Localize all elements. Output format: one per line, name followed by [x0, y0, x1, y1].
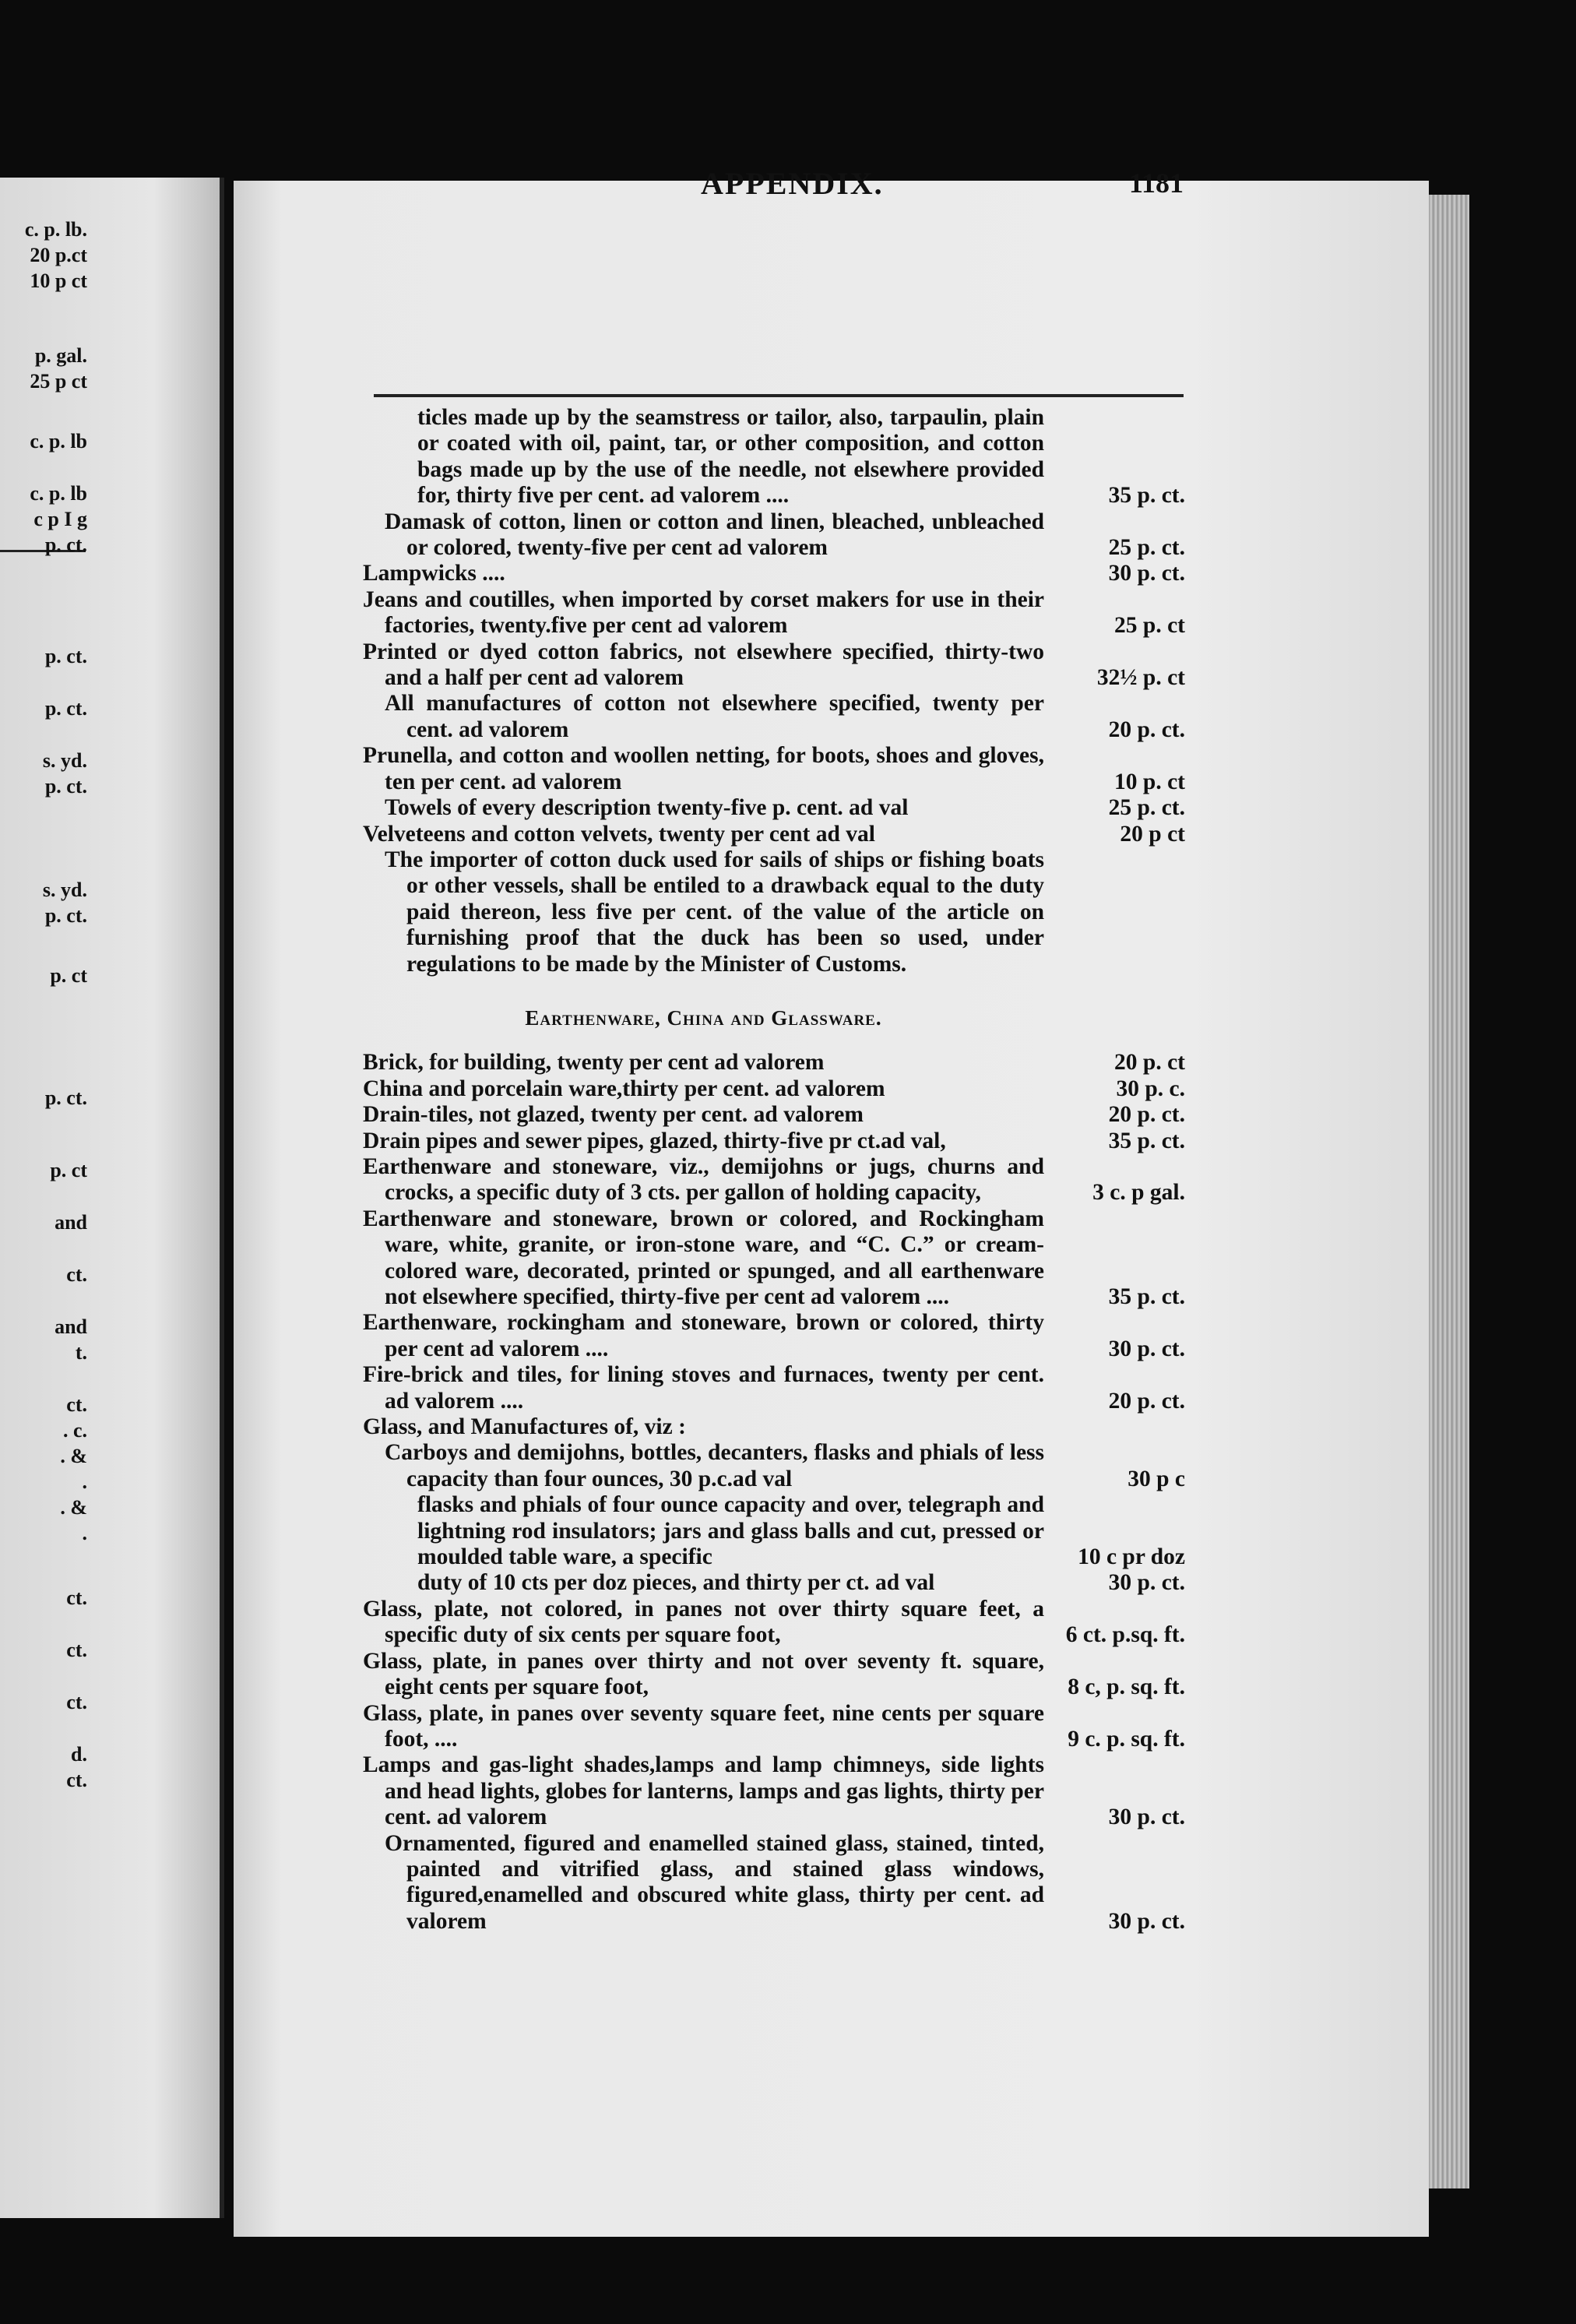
- entry-text: Glass, plate, not colored, in panes not over thirty square feet, a specific duty of six cents per square foot,: [363, 1596, 1044, 1648]
- tariff-entry: [363, 1076, 1188, 1102]
- entries-cotton: [363, 405, 1188, 977]
- entry-text: Drain-tiles, not glazed, twenty per cent. ad valorem: [363, 1102, 864, 1128]
- entry-text: All manufactures of cotton not elsewhere specified, twenty per cent. ad valorem: [385, 691, 1044, 742]
- left-page-fragment: t.: [75, 1341, 87, 1364]
- tariff-entry: [363, 1362, 1188, 1414]
- tariff-entry: [363, 822, 1188, 847]
- tariff-entry: [363, 1414, 1188, 1440]
- tariff-entry: [363, 743, 1188, 795]
- left-page-fragment: s. yd.: [42, 879, 87, 901]
- entry-text: Prunella, and cotton and woollen netting, for boots, shoes and gloves, ten per cent. ad valorem: [363, 743, 1044, 794]
- left-page-fragment: p. ct.: [44, 697, 87, 720]
- entry-text: Drain pipes and sewer pipes, glazed, thirty-five pr ct.ad val,: [363, 1128, 946, 1153]
- entry-rate: 30 p. ct.: [1108, 1908, 1185, 1934]
- entry-text: duty of 10 cts per doz pieces, and thirty per ct. ad val: [417, 1570, 935, 1596]
- entry-rate: 20 p. ct.: [1108, 1388, 1185, 1414]
- tariff-entry: [363, 1154, 1188, 1206]
- tariff-entry: [363, 847, 1188, 977]
- tariff-entry: [363, 1440, 1188, 1492]
- left-page-fragment: p. ct.: [44, 533, 87, 556]
- entry-rate: 30 p. ct.: [1108, 1336, 1185, 1361]
- left-page-fragment: 10 p ct: [30, 269, 87, 292]
- entry-text: flasks and phials of four ounce capacity and over, telegraph and lightning rod insulators; jars and glass balls and cut, pressed or moulded table ware, a specific: [417, 1492, 1044, 1570]
- entry-rate: 32½ p. ct: [1096, 665, 1185, 691]
- entry-rate: 20 p. ct.: [1108, 1102, 1185, 1128]
- left-page-fragment: p. ct: [50, 964, 87, 987]
- tariff-entry: [363, 561, 1188, 586]
- entry-rate: 6 ct. p.sq. ft.: [1065, 1622, 1185, 1648]
- entry-rate: 3 c. p gal.: [1092, 1180, 1185, 1206]
- entry-text: ticles made up by the seamstress or tailor, also, tarpaulin, plain or coated with oil, paint, tar, or other composition, and cotton bags made up by the use of the needle, not elsewhere provided for, thirty five per cent. ad valorem ....: [417, 405, 1044, 509]
- entry-rate: 30 p. ct.: [1108, 561, 1185, 586]
- entry-text: Velveteens and cotton velvets, twenty per cent ad val: [363, 821, 875, 847]
- tariff-entry: [363, 639, 1188, 692]
- entry-text: Carboys and demijohns, bottles, decanters, flasks and phials of less capacity than four ounces, 30 p.c.ad val: [385, 1440, 1044, 1491]
- left-page-fragment: ct.: [66, 1691, 87, 1713]
- entry-text: Glass, plate, in panes over seventy square feet, nine cents per square foot, ....: [363, 1700, 1044, 1752]
- entry-text: Brick, for building, twenty per cent ad valorem: [363, 1050, 825, 1076]
- left-page-fragment: c. p. lb: [30, 430, 87, 452]
- tariff-entry: [363, 1050, 1188, 1076]
- left-page-fragment: p. ct.: [44, 1086, 87, 1109]
- left-page-fragment: c. p. lb: [30, 482, 87, 505]
- entry-text: Towels of every description twenty-five p. cent. ad val: [385, 795, 909, 821]
- entry-rate: 30 p c: [1127, 1466, 1185, 1491]
- left-page-fragment: c. p. lb.: [24, 218, 87, 241]
- tariff-entry: [363, 1129, 1188, 1154]
- tariff-entry: [363, 691, 1188, 743]
- tariff-entry: [363, 1570, 1188, 1596]
- tariff-entry: [363, 1597, 1188, 1649]
- left-page-fragment: and: [55, 1315, 87, 1338]
- entry-text: Lamps and gas-light shades,lamps and lamp chimneys, side lights and head lights, globes for lanterns, lamps and gas lights, thirty per cent. ad valorem: [363, 1752, 1044, 1830]
- entry-rate: 25 p. ct: [1114, 613, 1185, 639]
- tariff-entry: [363, 405, 1188, 509]
- left-page-fragment: . c.: [62, 1419, 87, 1442]
- left-page-fragment: p. ct.: [44, 904, 87, 927]
- left-page-fragment: p. ct: [50, 1159, 87, 1181]
- entry-rate: 35 p. ct.: [1108, 1128, 1185, 1153]
- entry-rate: 35 p. ct.: [1108, 483, 1185, 509]
- entry-rate: 20 p. ct.: [1108, 717, 1185, 742]
- left-page-fragment: p. ct.: [44, 775, 87, 798]
- entry-text: Lampwicks ....: [363, 561, 505, 586]
- entry-text: Printed or dyed cotton fabrics, not elsewhere specified, thirty-two and a half per cent ad valorem: [363, 639, 1044, 691]
- entry-rate: 30 p. ct.: [1108, 1805, 1185, 1830]
- entry-text: Ornamented, figured and enamelled stained glass, stained, tinted, painted and vitrified glass, and stained glass windows, figured,enamelled and obscured white glass, thirty per cent. ad valorem: [385, 1830, 1044, 1934]
- entry-text: Earthenware, rockingham and stoneware, brown or colored, thirty per cent ad valorem ....: [363, 1310, 1044, 1361]
- left-page-fragment: p. gal.: [34, 344, 87, 367]
- tariff-entry: [363, 509, 1188, 562]
- left-page-fragment: p. ct.: [44, 645, 87, 667]
- left-page-fragment: 25 p ct: [30, 370, 87, 393]
- tariff-entry: [363, 1649, 1188, 1701]
- entry-rate: 25 p. ct.: [1108, 535, 1185, 561]
- left-page-fragment: ct.: [66, 1263, 87, 1286]
- tariff-entry: [363, 1752, 1188, 1830]
- entry-rate: 8 c, p. sq. ft.: [1068, 1674, 1185, 1700]
- page-header: [374, 150, 1184, 204]
- tariff-entry: [363, 587, 1188, 639]
- entry-rate: 25 p. ct.: [1108, 795, 1185, 821]
- tariff-entry: [363, 1701, 1188, 1753]
- left-page-fragment: and: [55, 1211, 87, 1234]
- entry-rate: 10 p. ct: [1114, 769, 1185, 794]
- entry-rate: 30 p. ct.: [1108, 1570, 1185, 1596]
- page-number: 1181: [1128, 167, 1184, 199]
- tariff-entry: [363, 1831, 1188, 1935]
- entry-rate: 30 p. c.: [1116, 1076, 1185, 1101]
- page-title: APPENDIX.: [701, 166, 884, 201]
- left-page-fragment: 20 p.ct: [30, 244, 87, 266]
- left-page-fragment: .: [82, 1470, 87, 1493]
- left-page-fragment: d.: [71, 1743, 87, 1766]
- entry-rate: 20 p ct: [1120, 821, 1185, 847]
- left-page-fragment: . &: [60, 1445, 87, 1467]
- tariff-entry: [363, 795, 1188, 821]
- tariff-entry: [363, 1492, 1188, 1570]
- left-page-fragment: ct.: [66, 1586, 87, 1609]
- left-page-fragment: ct.: [66, 1769, 87, 1791]
- entries-earthenware: [363, 1050, 1188, 1935]
- entry-text: The importer of cotton duck used for sails of ships or fishing boats or other vessels, shall be entiled to a drawback equal to the duty paid thereon, less five per cent. of the value of the article on furnishing proof that the duck has been so used, under regulations to be made by the Minister of Customs.: [385, 847, 1044, 977]
- section-heading: Earthenware, China and Glassware.: [525, 1005, 882, 1030]
- page-edge: [1429, 195, 1469, 2188]
- tariff-entry: [363, 1102, 1188, 1128]
- entry-text: Glass, plate, in panes over thirty and not over seventy ft. square, eight cents per square foot,: [363, 1648, 1044, 1700]
- entry-text: Earthenware and stoneware, brown or colored, and Rockingham ware, white, granite, or iron-stone ware, and “C. C.” or cream-colored ware, decorated, printed or spunged, and all earthenware not elsewhere specified, thirty-five per cent ad valorem ....: [363, 1206, 1044, 1309]
- left-page-fragment: ct.: [66, 1393, 87, 1416]
- entry-rate: 20 p. ct: [1114, 1050, 1185, 1076]
- entry-text: Jeans and coutilles, when imported by corset makers for use in their factories, twenty.five per cent ad valorem: [363, 586, 1044, 639]
- tariff-list: [363, 405, 1188, 1935]
- left-page-fragment: . &: [60, 1496, 87, 1519]
- entry-rate: 35 p. ct.: [1108, 1284, 1185, 1309]
- left-page-fragment: ct.: [66, 1639, 87, 1661]
- left-page-fragment: c p I g: [33, 508, 87, 530]
- entry-text: Fire-brick and tiles, for lining stoves and furnaces, twenty per cent. ad valorem ....: [363, 1362, 1044, 1414]
- header-rule: [374, 394, 1184, 397]
- entry-text: Earthenware and stoneware, viz., demijohns or jugs, churns and crocks, a specific duty of 3 cts. per gallon of holding capacity,: [363, 1153, 1044, 1206]
- entry-text: Glass, and Manufactures of, viz :: [363, 1414, 686, 1440]
- left-page-fragment: s. yd.: [42, 749, 87, 772]
- tariff-entry: [363, 1206, 1188, 1311]
- entry-text: China and porcelain ware,thirty per cent. ad valorem: [363, 1076, 885, 1101]
- left-page-fragment: .: [82, 1522, 87, 1544]
- entry-rate: 9 c. p. sq. ft.: [1068, 1726, 1185, 1752]
- entry-rate: 10 c pr doz: [1078, 1544, 1185, 1570]
- entry-text: Damask of cotton, linen or cotton and linen, bleached, unbleached or colored, twenty-five per cent ad valorem: [385, 509, 1044, 561]
- tariff-entry: [363, 1310, 1188, 1362]
